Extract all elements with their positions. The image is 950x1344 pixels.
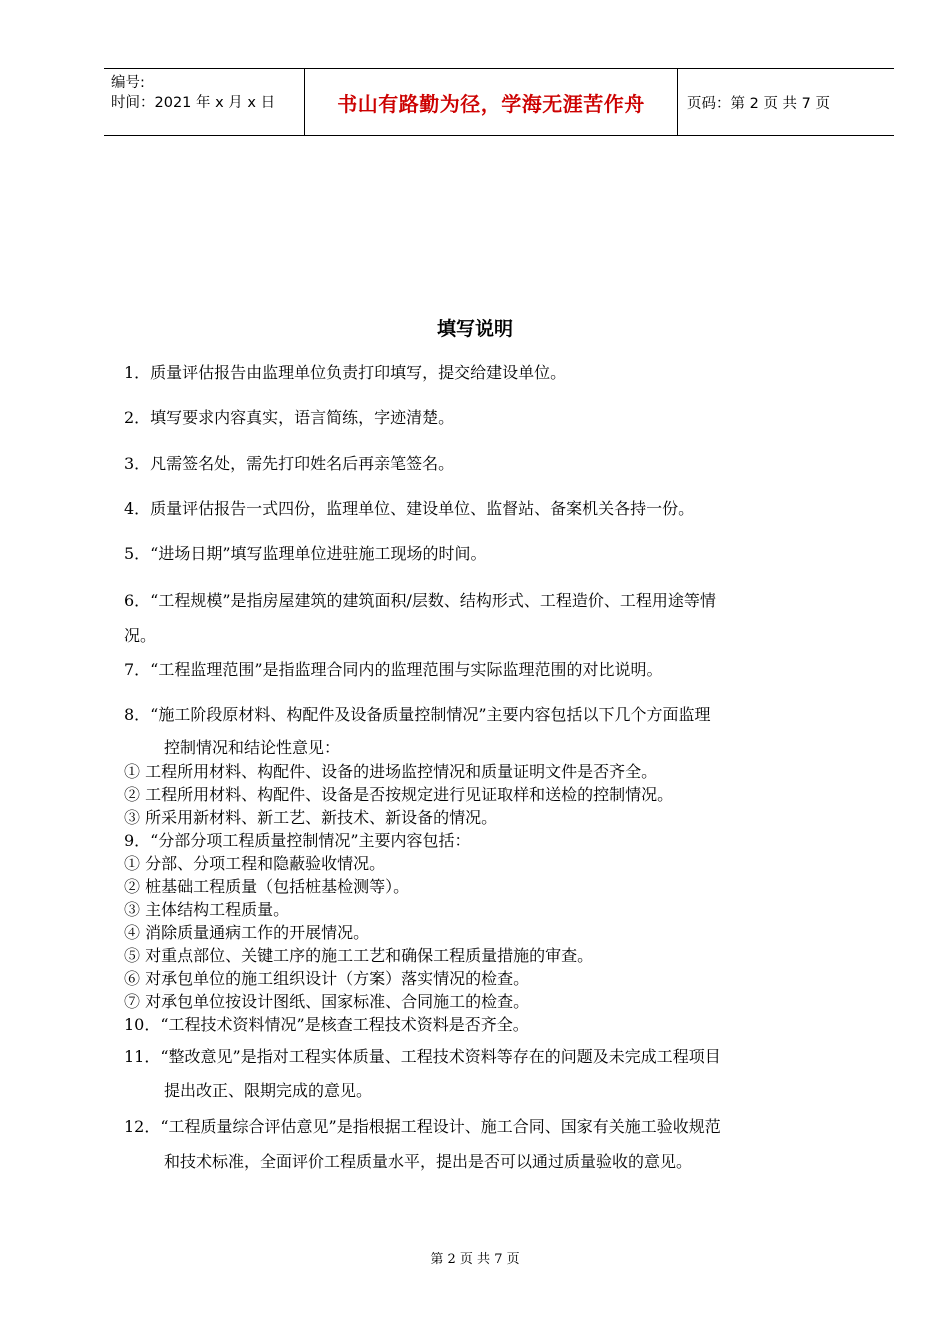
sub-item: ① 工程所用材料、构配件、设备的进场监控情况和质量证明文件是否齐全。: [124, 762, 658, 781]
instruction-item: 11．“整改意见”是指对工程实体质量、工程技术资料等存在的问题及未完成工程项目: [124, 1047, 721, 1066]
code-label: 编号:: [111, 75, 145, 91]
instruction-item: 6．“工程规模”是指房屋建筑的建筑面积/层数、结构形式、工程造价、工程用途等情: [124, 591, 716, 610]
header-page-label: 页码：第 2 页 共 7 页: [687, 95, 830, 112]
page-header: [104, 68, 894, 136]
sub-item: ⑦ 对承包单位按设计图纸、国家标准、合同施工的检查。: [124, 992, 530, 1011]
instruction-item: 3．凡需签名处，需先打印姓名后再亲笔签名。: [124, 454, 455, 473]
sub-item: ⑥ 对承包单位的施工组织设计（方案）落实情况的检查。: [124, 969, 530, 988]
instruction-item-continuation: 控制情况和结论性意见：: [164, 738, 341, 757]
sub-item: ③ 所采用新材料、新工艺、新技术、新设备的情况。: [124, 808, 498, 827]
header-motto: 书山有路勤为径，学海无涯苦作舟: [305, 69, 678, 135]
sub-item: ① 分部、分项工程和隐蔽验收情况。: [124, 854, 386, 873]
sub-item: ② 桩基础工程质量（包括桩基检测等）。: [124, 877, 410, 896]
instruction-item: 2．填写要求内容真实，语言简练，字迹清楚。: [124, 408, 455, 427]
sub-item: ③ 主体结构工程质量。: [124, 900, 290, 919]
sub-item: ④ 消除质量通病工作的开展情况。: [124, 923, 370, 942]
instruction-item: 7．“工程监理范围”是指监理合同内的监理范围与实际监理范围的对比说明。: [124, 660, 663, 679]
instruction-item: 1．质量评估报告由监理单位负责打印填写，提交给建设单位。: [124, 363, 567, 382]
sub-item: ⑤ 对重点部位、关键工序的施工工艺和确保工程质量措施的审查。: [124, 946, 594, 965]
instruction-item: 12．“工程质量综合评估意见”是指根据工程设计、施工合同、国家有关施工验收规范: [124, 1117, 721, 1136]
instruction-item-continuation: 提出改正、限期完成的意见。: [164, 1081, 373, 1100]
header-info: [104, 69, 305, 135]
page-footer: 第 2 页 共 7 页: [430, 1252, 520, 1267]
sub-item: ② 工程所用材料、构配件、设备是否按规定进行见证取样和送检的控制情况。: [124, 785, 674, 804]
instruction-item: 5．“进场日期”填写监理单位进驻施工现场的时间。: [124, 544, 487, 563]
instruction-item-continuation: 况。: [124, 626, 157, 645]
time-label: 时间：2021 年 x 月 x 日: [111, 95, 276, 111]
instruction-item: 9．“分部分项工程质量控制情况”主要内容包括：: [124, 831, 471, 850]
instruction-item: 8．“施工阶段原材料、构配件及设备质量控制情况”主要内容包括以下几个方面监理: [124, 705, 711, 724]
instruction-item: 4．质量评估报告一式四份，监理单位、建设单位、监督站、备案机关各持一份。: [124, 499, 695, 518]
instruction-item: 10．“工程技术资料情况”是核查工程技术资料是否齐全。: [124, 1015, 529, 1034]
page-title: 填写说明: [436, 318, 513, 340]
instruction-item-continuation: 和技术标准，全面评价工程质量水平，提出是否可以通过质量验收的意见。: [164, 1152, 693, 1171]
